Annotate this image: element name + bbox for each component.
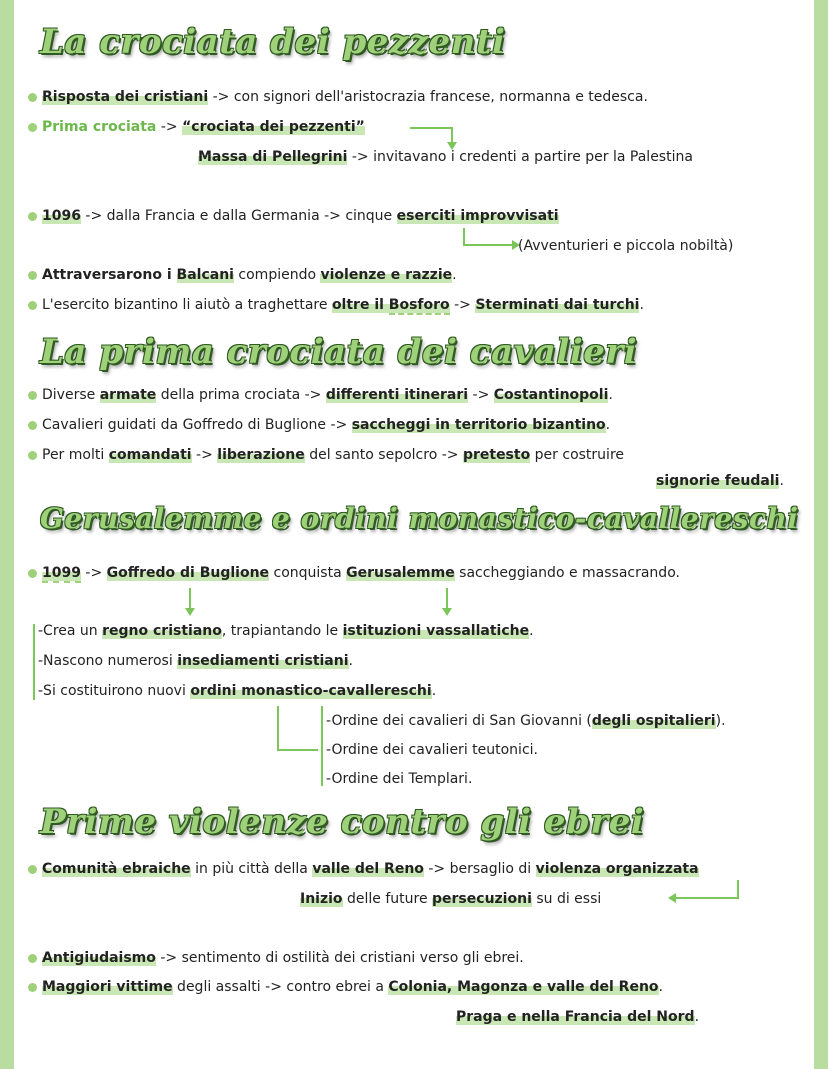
text: . xyxy=(529,623,534,639)
highlight: Antigiudaismo xyxy=(42,950,156,966)
bullet-icon xyxy=(28,569,37,578)
text: Per molti xyxy=(42,447,109,463)
text: -Ordine dei Templari. xyxy=(326,771,473,787)
green-text: Prima crociata xyxy=(42,119,157,135)
text: -Crea un xyxy=(38,623,103,639)
section-title-prima-crociata-cavalieri: La prima crociata dei cavalieri xyxy=(40,332,638,372)
highlight: valle del Reno xyxy=(312,861,424,877)
highlight: oltre il xyxy=(331,297,389,313)
text: -> xyxy=(80,565,107,581)
highlight: Maggiori vittime xyxy=(42,979,173,995)
text: . xyxy=(658,979,663,995)
bullet-icon xyxy=(28,865,37,874)
line-antigiudaismo xyxy=(28,949,524,967)
text: -> xyxy=(191,447,218,463)
text: compiendo xyxy=(233,267,321,283)
line-ordini xyxy=(38,682,436,700)
highlight: 1096 xyxy=(42,208,81,224)
text: (Avventurieri e piccola nobiltà) xyxy=(518,238,734,254)
section-title-violenze-ebrei: Prime violenze contro gli ebrei xyxy=(40,802,645,842)
text: degli assalti -> contro ebrei a xyxy=(172,979,389,995)
section-title-gerusalemme: Gerusalemme e ordini monastico-cavallereschi xyxy=(40,502,799,535)
text: conquista xyxy=(269,565,347,581)
text: -> bersaglio di xyxy=(423,861,536,877)
highlight: ordini monastico-cavallereschi xyxy=(190,683,432,699)
text: -Ordine dei cavalieri di San Giovanni ( xyxy=(326,713,592,729)
highlight: degli ospitalieri xyxy=(591,713,716,729)
line-signorie-feudali xyxy=(656,472,784,490)
section-title-crociata-pezzenti: La crociata dei pezzenti xyxy=(40,22,506,62)
line-per-molti xyxy=(28,446,624,464)
highlight: comandati xyxy=(108,447,192,463)
highlight: Costantinopoli xyxy=(493,387,609,403)
highlight: armate xyxy=(99,387,157,403)
line-ordine-templari xyxy=(326,770,472,788)
bullet-icon xyxy=(28,954,37,963)
line-esercito-bizantino xyxy=(28,296,644,314)
line-diverse-armate xyxy=(28,386,613,404)
text: in più città della xyxy=(190,861,313,877)
bullet-icon xyxy=(28,271,37,280)
bullet-icon xyxy=(28,451,37,460)
highlight: Inizio xyxy=(300,891,343,907)
line-praga xyxy=(456,1008,699,1026)
text: . xyxy=(431,683,437,699)
text: . xyxy=(608,387,613,403)
bullet-icon xyxy=(28,391,37,400)
bullet-icon xyxy=(28,421,37,430)
line-cavalieri-guidati xyxy=(28,416,610,434)
highlight: saccheggi in territorio bizantino xyxy=(351,417,606,433)
bullet-icon xyxy=(28,212,37,221)
highlight-dashed: Bosforo xyxy=(388,297,450,313)
line-maggiori-vittime xyxy=(28,978,663,996)
text: Diverse xyxy=(42,387,100,403)
line-ordine-teutonici xyxy=(326,741,538,759)
text: -> con signori dell'aristocrazia francese, normanna e tedesca. xyxy=(208,89,648,105)
text: delle future xyxy=(342,891,433,907)
text: -> xyxy=(156,119,183,135)
highlight: istituzioni vassallatiche xyxy=(342,623,530,639)
highlight: Goffredo di Buglione xyxy=(106,565,270,581)
highlight: liberazione xyxy=(217,447,305,463)
text: . xyxy=(779,473,784,489)
highlight-dashed: 1099 xyxy=(42,565,81,581)
text: . xyxy=(694,1009,700,1025)
line-balcani xyxy=(28,266,457,284)
text: ). xyxy=(715,713,726,729)
highlight: pretesto xyxy=(462,447,531,463)
bullet-icon xyxy=(28,983,37,992)
line-avventurieri xyxy=(518,237,733,255)
highlight: Gerusalemme xyxy=(346,565,455,581)
highlight: Praga e nella Francia del Nord xyxy=(456,1009,695,1025)
text: . xyxy=(348,653,353,669)
line-1099 xyxy=(28,564,680,582)
bullet-icon xyxy=(28,301,37,310)
highlight: violenza organizzata xyxy=(535,861,699,877)
highlight: Comunità ebraiche xyxy=(42,861,191,877)
highlight: Balcani xyxy=(176,267,234,283)
text: -Si costituirono nuovi xyxy=(38,683,191,699)
text: Cavalieri guidati da Goffredo di Buglione -> xyxy=(42,417,352,433)
highlight: persecuzioni xyxy=(432,891,532,907)
text: -> invitavano i credenti a partire per la Palestina xyxy=(347,149,693,165)
highlight: regno cristiano xyxy=(102,623,222,639)
line-insediamenti xyxy=(38,652,353,670)
text: saccheggiando e massacrando. xyxy=(454,565,680,581)
text: Attraversarono i xyxy=(42,267,177,283)
text: su di essi xyxy=(531,891,602,907)
highlight: Colonia, Magonza e valle del Reno xyxy=(388,979,659,995)
line-ordine-san-giovanni xyxy=(326,712,726,730)
text: -Ordine dei cavalieri teutonici. xyxy=(326,742,538,758)
bullet-icon xyxy=(28,93,37,102)
text: L'esercito bizantino li aiutò a traghettare xyxy=(42,297,332,313)
highlight: “crociata dei pezzenti” xyxy=(182,119,365,135)
text: . xyxy=(452,267,457,283)
text: -> sentimento di ostilità dei cristiani verso gli ebrei. xyxy=(155,950,524,966)
line-comunita-ebraiche xyxy=(28,860,699,878)
text: -> xyxy=(449,297,476,313)
line-1096 xyxy=(28,207,559,225)
text: per costruire xyxy=(530,447,625,463)
line-prima-crociata xyxy=(28,118,365,136)
highlight: violenze e razzie xyxy=(320,267,453,283)
text: , trapiantando le xyxy=(221,623,343,639)
highlight: Massa di Pellegrini xyxy=(198,149,348,165)
line-inizio-persecuzioni xyxy=(300,890,601,908)
highlight: Risposta dei cristiani xyxy=(42,89,209,105)
text: -> dalla Francia e dalla Germania -> cinque xyxy=(80,208,397,224)
text: -Nascono numerosi xyxy=(38,653,178,669)
bullet-icon xyxy=(28,123,37,132)
highlight: signorie feudali xyxy=(656,473,780,489)
line-regno-cristiano xyxy=(38,622,534,640)
text: . xyxy=(605,417,611,433)
highlight: Sterminati dai turchi xyxy=(475,297,640,313)
line-massa-pellegrini xyxy=(198,148,693,166)
highlight: insediamenti cristiani xyxy=(177,653,349,669)
highlight: differenti itinerari xyxy=(325,387,469,403)
text: . xyxy=(639,297,644,313)
line-risposta-cristiani xyxy=(28,88,648,106)
highlight: eserciti improvvisati xyxy=(396,208,559,224)
text: della prima crociata -> xyxy=(156,387,326,403)
text: del santo sepolcro -> xyxy=(304,447,463,463)
text: -> xyxy=(468,387,494,403)
